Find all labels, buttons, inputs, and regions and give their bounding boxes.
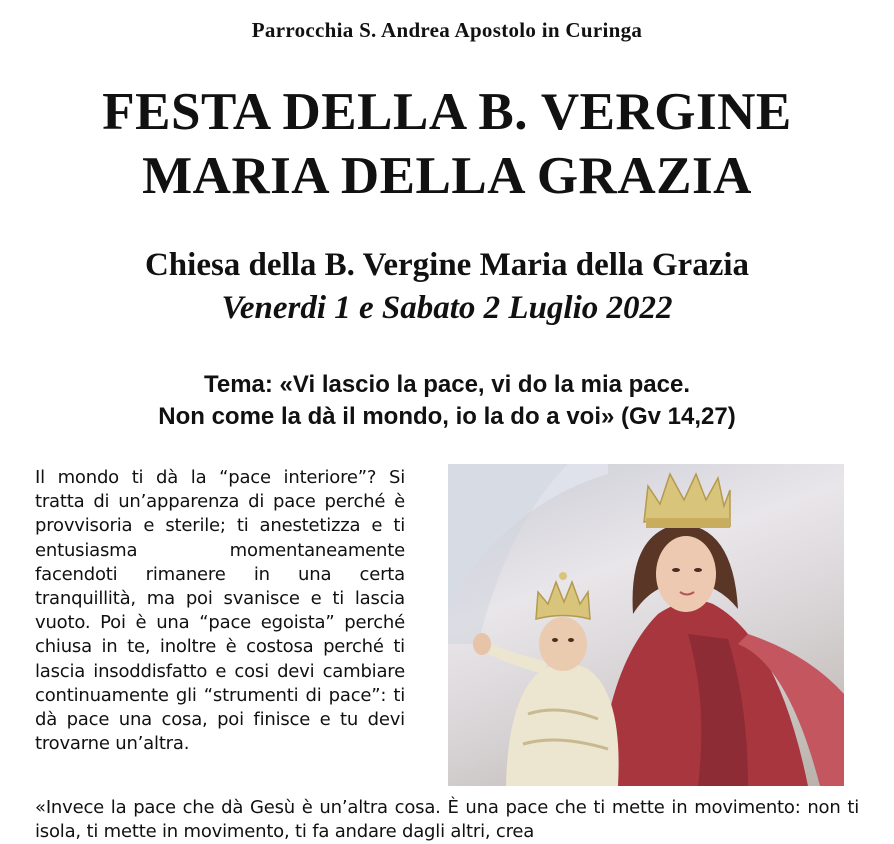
theme [0, 369, 894, 433]
church-name: Chiesa della B. Vergine Maria della Grazia [144, 247, 750, 283]
parish-name: Parrocchia S. Andrea Apostolo in Curinga [251, 18, 643, 42]
madonna-face [656, 536, 716, 612]
paragraph-intro: Il mondo ti dà la “pace interiore”? Si tratta di un’apparenza di pace perché è provvisoria e sterile; ti anestetizza e ti entusiasma momentaneamente facendoti rimanere in una certa tranquillità, ma poi svanisce e ti lascia vuoto. Poi è una “pace egoista” perché chiusa in te, inoltre è costosa perché ti lascia insoddisfatto e cosi devi cambiare continuamente gli “strumenti di pace”: ti dà pace una cosa, poi finisce e tu devi trovarne un’altra. [35, 467, 405, 755]
child-crown [536, 582, 590, 619]
theme-line-2: Non come la dà il mondo, io la do a voi» (Gv 14,27) [158, 403, 736, 430]
statue-illustration [448, 464, 844, 786]
child-face [539, 617, 587, 671]
title-line-2: MARIA DELLA GRAZIA [142, 147, 752, 205]
paragraph-jesus-peace: «Invece la pace che dà Gesù è un’altra cosa. È una pace che ti mette in movimento: non ti isola, ti mette in movimento, ti fa andare dagli altri, crea [35, 797, 859, 843]
child-gown [506, 664, 619, 786]
theme-line-1: Tema: «Vi lascio la pace, vi do la mia pace. [203, 371, 690, 398]
title-line-1: FESTA DELLA B. VERGINE [102, 83, 792, 141]
madonna-statue-photo [448, 464, 844, 786]
event-date: Venerdi 1 e Sabato 2 Luglio 2022 [221, 290, 673, 326]
page-title [0, 80, 894, 208]
